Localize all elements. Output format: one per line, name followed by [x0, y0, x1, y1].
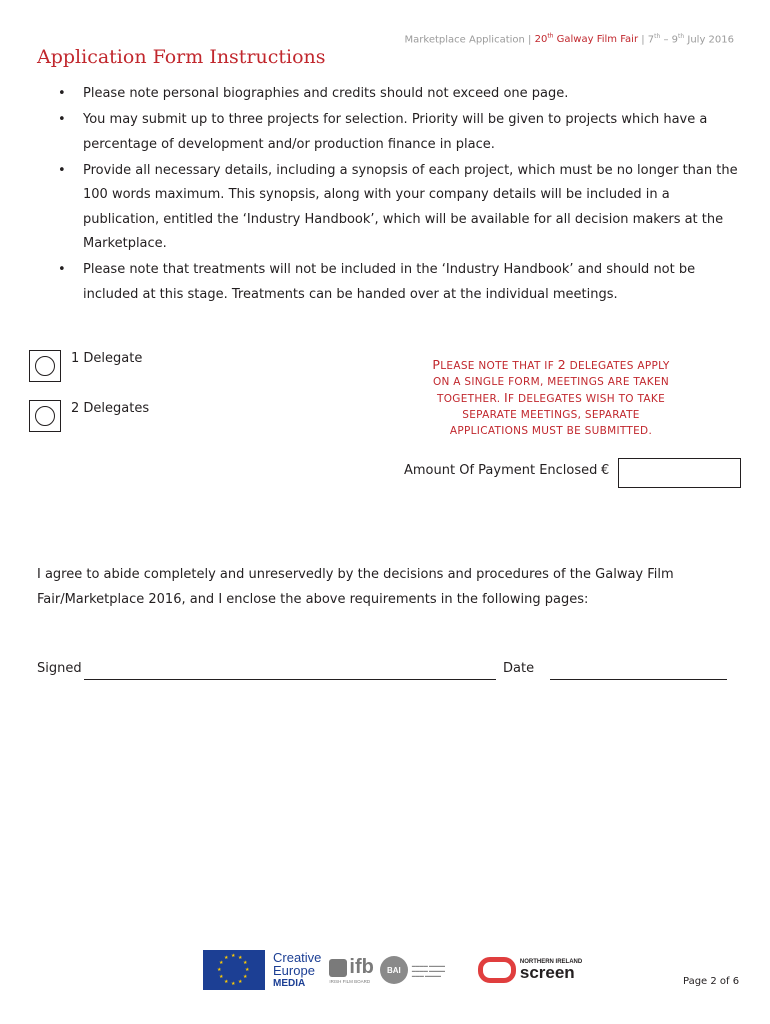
header-prefix: Marketplace Application |: [404, 34, 535, 46]
note-line-4: SEPARATE MEETINGS, SEPARATE: [462, 409, 640, 421]
header-event-name: Galway Film Fair: [553, 34, 639, 46]
header-separator: | 7: [638, 34, 655, 46]
ifb-logo: [329, 956, 373, 984]
instruction-item: • Please note that treatments will not be included in the ‘Industry Handbook’ and should not be included at this stage. Treatments can be handed over at the individual meetings.: [58, 258, 748, 307]
agreement-text: I agree to abide completely and unreservedly by the decisions and procedures of the Galway Film Fair/Marketplace 2016, and I enclose the above requirements in the following pages:: [37, 567, 674, 607]
ifb-mark-icon: [329, 959, 347, 977]
header-date-sup1: th: [654, 33, 661, 40]
page-header: [405, 33, 734, 45]
date-field[interactable]: [550, 679, 727, 680]
eu-flag-icon: ★ ★ ★ ★ ★ ★ ★ ★ ★ ★ ★ ★: [203, 950, 265, 990]
payment-label: Amount Of Payment Enclosed: [404, 463, 598, 478]
radio-circle-icon: [35, 356, 55, 376]
note-cap: I: [503, 390, 508, 405]
signature-field[interactable]: [84, 679, 496, 680]
note-text: F DELEGATES WISH TO TAKE: [507, 393, 666, 405]
ce-line-1: Creative: [273, 949, 322, 965]
note-num: 2: [557, 357, 566, 372]
page-number: Page 2 of 6: [683, 976, 740, 987]
instruction-item: • Please note personal biographies and credits should not exceed one page.: [58, 82, 748, 107]
payment-amount-field[interactable]: [618, 458, 741, 488]
delegate-2-label: 2 Delegates: [71, 400, 150, 416]
ni-small: NORTHERN IRELAND: [519, 959, 583, 965]
note-line-2: ON A SINGLE FORM, MEETINGS ARE TAKEN: [432, 376, 670, 388]
bai-logo: [380, 956, 474, 984]
date-label: Date: [503, 661, 535, 676]
delegate-1-label: 1 Delegate: [71, 350, 143, 366]
note-text: LEASE NOTE THAT IF: [440, 360, 558, 372]
page-title: Application Form Instructions: [37, 46, 326, 68]
sponsor-logos: [203, 947, 582, 993]
ce-line-2: Europe: [273, 962, 315, 978]
header-event: [535, 34, 638, 45]
radio-circle-icon: [35, 406, 55, 426]
note-text: DELEGATES APPLY: [565, 360, 670, 372]
ifb-sub: IRISH FILM BOARD: [329, 979, 371, 984]
ni-screen-mark-icon: [478, 957, 516, 983]
bai-text-lines: ▬▬▬▬ ▬▬▬▬ ▬▬▬▬ ▬▬▬▬ ▬▬▬ ▬▬▬▬: [411, 962, 445, 978]
ni-screen-logo: [478, 957, 582, 983]
currency-symbol: €: [601, 463, 610, 478]
ni-screen-text: screen: [519, 963, 575, 982]
header-date-sup2: th: [678, 33, 685, 40]
note-text: TOGETHER.: [436, 393, 504, 405]
creative-europe-logo: [273, 951, 321, 990]
note-line-1: [429, 357, 673, 374]
delegate-2-radio[interactable]: [29, 400, 61, 432]
note-cap: P: [432, 357, 441, 372]
note-line-3: [429, 390, 673, 407]
ifb-text: ifb: [349, 956, 374, 978]
header-event-num: 20: [534, 34, 548, 46]
instruction-item: • Provide all necessary details, including a synopsis of each project, which must be no longer than the 100 words maximum. This synopsis, along with your company details will be included in a publication, entitled the ‘Industry Handbook’, which will be available for all decision makers at the Marketplace.: [58, 159, 748, 257]
bai-mark: BAI: [380, 956, 408, 984]
ce-media: MEDIA: [273, 977, 306, 989]
signed-label: Signed: [37, 661, 82, 676]
delegate-option-2[interactable]: [29, 400, 149, 432]
delegate-option-1[interactable]: [29, 350, 142, 382]
delegate-note: [429, 357, 673, 439]
delegate-1-radio[interactable]: [29, 350, 61, 382]
header-date-post: July 2016: [684, 34, 734, 46]
note-line-5: APPLICATIONS MUST BE SUBMITTED.: [449, 425, 653, 437]
instruction-item: • You may submit up to three projects for selection. Priority will be given to projects which have a percentage of development and/or production finance in place.: [58, 108, 748, 157]
header-event-sup: th: [547, 33, 554, 40]
header-date-mid: – 9: [660, 34, 679, 46]
instruction-list: [58, 82, 748, 309]
